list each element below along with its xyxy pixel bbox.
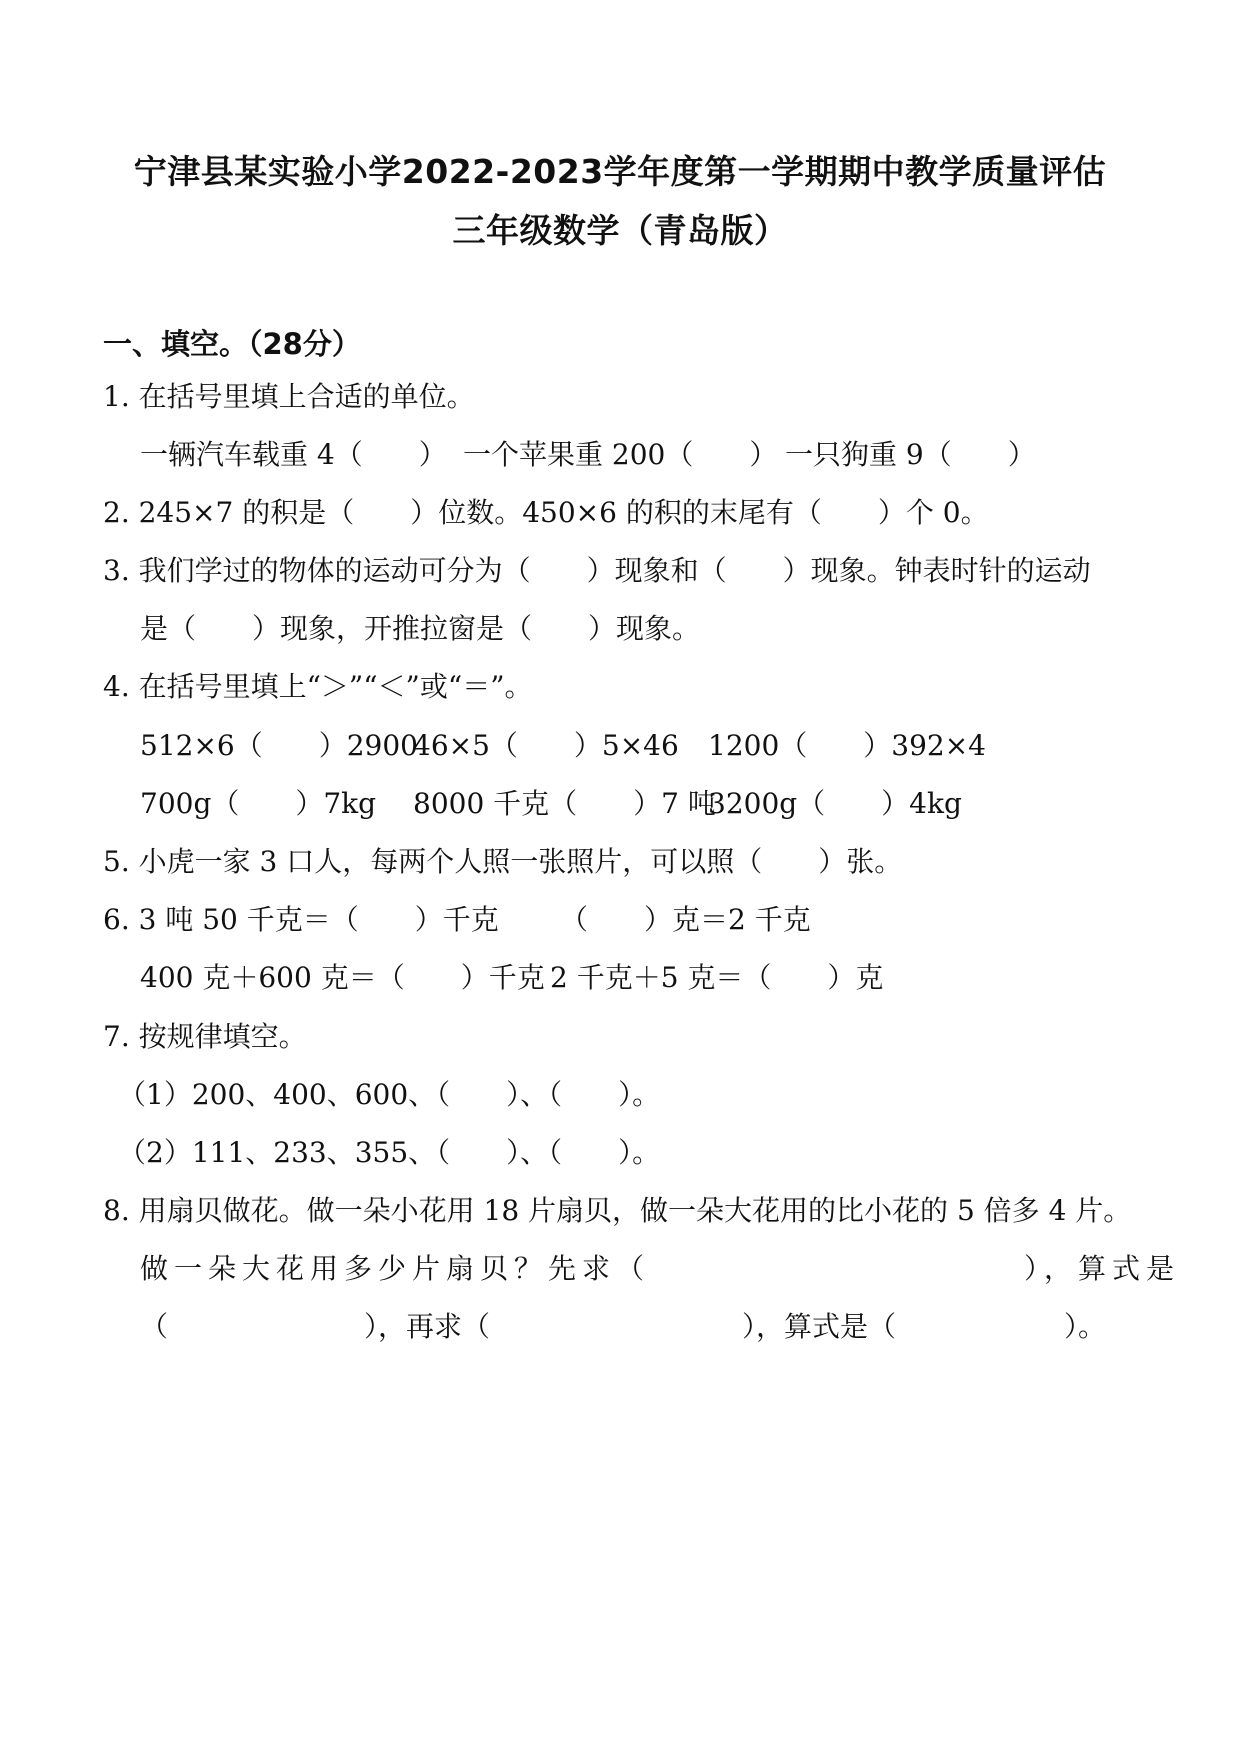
question-4-item-d: 700g（ ）7kg [140,787,377,820]
question-4-item-b: 46×5（ ）5×46 [413,729,679,762]
question-6-item-b: （ ）克＝2 千克 [560,903,811,936]
section-heading: 一、填空。（28分） [103,327,361,361]
question-5: 5. 小虎一家 3 口人，每两个人照一张照片，可以照（ ）张。 [103,845,903,878]
question-1-item-b: 一个苹果重 200（ ） [463,438,778,471]
question-7: 7. 按规律填空。 [103,1020,307,1053]
question-4-item-c: 1200（ ）392×4 [708,729,986,762]
question-6-item-a: 6. 3 吨 50 千克＝（ ）千克 [103,903,499,936]
question-1: 1. 在括号里填上合适的单位。 [103,380,475,413]
question-1-item-c: 一只狗重 9（ ） [785,438,1036,471]
question-4-item-e: 8000 千克（ ）7 吨 [413,787,716,820]
question-4: 4. 在括号里填上“＞”“＜”或“＝”。 [103,670,533,703]
page-title: 宁津县某实验小学2022-2023学年度第一学期期中教学质量评估 [133,152,1107,191]
question-1-item-a: 一辆汽车载重 4（ ） [140,438,447,471]
question-2: 2. 245×7 的积是（ ）位数。450×6 的积的末尾有（ ）个 0。 [103,496,989,529]
question-8-continued-2: （ ），再求（ ），算式是（ ）。 [140,1310,1107,1343]
question-4-item-a: 512×6（ ）2900 [140,729,418,762]
question-6-item-d: 2 千克＋5 克＝（ ）克 [550,961,884,994]
question-6-item-c: 400 克＋600 克＝（ ）千克 [140,961,545,994]
question-3: 3. 我们学过的物体的运动可分为（ ）现象和（ ）现象。钟表时针的运动 [103,554,1091,587]
page-subtitle: 三年级数学（青岛版） [452,211,788,250]
question-7-item-1: （1）200、400、600、（ ）、（ ）。 [118,1078,661,1111]
question-4-item-f: 3200g（ ）4kg [708,787,962,820]
question-8-continued-1: 做一朵大花用多少片扇贝？先求（ ），算式是 [140,1252,1181,1285]
question-3-continued: 是（ ）现象，开推拉窗是（ ）现象。 [140,612,701,645]
question-7-item-2: （2）111、233、355、（ ）、（ ）。 [118,1136,661,1169]
question-8: 8. 用扇贝做花。做一朵小花用 18 片扇贝，做一朵大花用的比小花的 5 倍多 4 片。 [103,1194,1132,1227]
